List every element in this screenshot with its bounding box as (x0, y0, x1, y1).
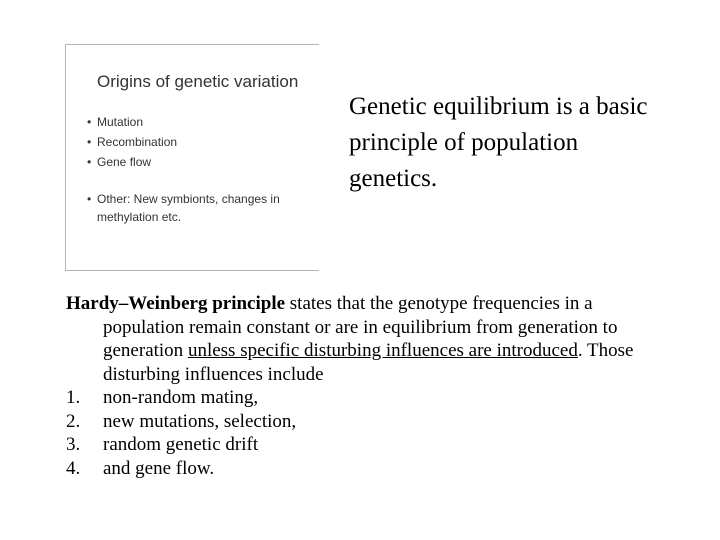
list-item (66, 386, 666, 410)
underlined-phrase: unless specific disturbing influences are introduced (187, 340, 578, 361)
list-item-text: new mutations, selection, (103, 410, 297, 432)
thumbnail-bullet-list (87, 112, 177, 172)
thumbnail-bullet-item: • Recombination (87, 132, 177, 152)
disturbing-influences-list (66, 386, 666, 480)
list-item (66, 410, 666, 434)
list-number: 4. (66, 457, 81, 479)
thumbnail-bullet-item: • Gene flow (87, 152, 177, 172)
list-number: 2. (66, 410, 81, 432)
thumbnail-bullet-item: • Mutation (87, 112, 177, 132)
side-statement: Genetic equilibrium is a basic principle of population genetics. (349, 93, 648, 192)
list-item-text: and gene flow. (103, 457, 215, 479)
paragraph-text-end: . Those disturbing influences include (103, 340, 634, 385)
list-item (66, 457, 666, 481)
thumbnail-title: Origins of genetic variation (97, 72, 299, 91)
list-item (66, 433, 666, 457)
list-number: 3. (66, 434, 81, 455)
main-body (66, 292, 666, 480)
principle-term: Hardy–Weinberg principle (66, 293, 286, 314)
thumbnail-other-bullet: • Other: New symbionts, changes in methylation etc. (87, 190, 317, 226)
list-item-text: non-random mating, (103, 387, 259, 408)
slide-thumbnail (65, 44, 319, 271)
paragraph-text: states that the genotype frequencies in a population remain constant or are in equilibrium from generation to generation (103, 293, 618, 361)
list-item-text: random genetic drift (103, 434, 259, 455)
list-number: 1. (66, 387, 81, 408)
hardy-weinberg-paragraph (66, 292, 666, 386)
